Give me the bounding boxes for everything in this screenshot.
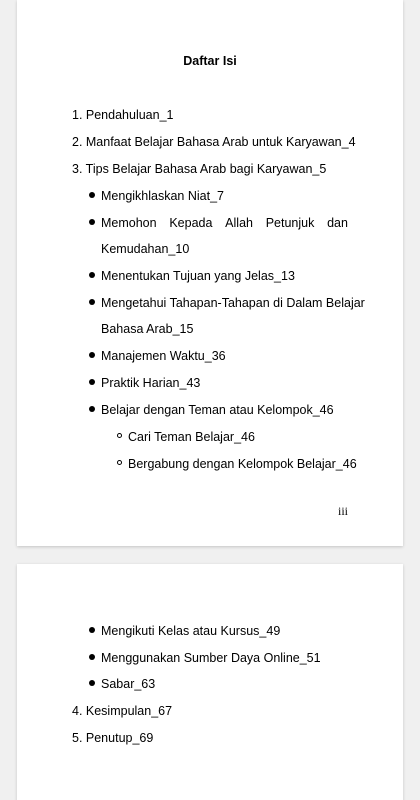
toc-word: dan <box>327 216 348 230</box>
toc-subitem-praktik: Praktik Harian_43 <box>101 376 201 390</box>
toc-subitem-tahapan-line2: Bahasa Arab_15 <box>101 322 194 336</box>
toc-item-manfaat: 2. Manfaat Belajar Bahasa Arab untuk Karyawan_4 <box>72 135 356 149</box>
bullet-icon <box>89 192 95 198</box>
toc-item-penutup: 5. Penutup_69 <box>72 731 154 745</box>
bullet-icon <box>89 379 95 385</box>
toc-subitem-memohon-line1 <box>101 215 348 231</box>
toc-subsubitem-cari-teman: Cari Teman Belajar_46 <box>128 430 255 444</box>
bullet-icon <box>89 299 95 305</box>
toc-subitem-waktu: Manajemen Waktu_36 <box>101 349 226 363</box>
toc-subitem-online: Menggunakan Sumber Daya Online_51 <box>101 651 321 665</box>
toc-item-pendahuluan: 1. Pendahuluan_1 <box>72 108 174 122</box>
bullet-icon <box>89 680 95 686</box>
toc-subitem-niat: Mengikhlaskan Niat_7 <box>101 189 224 203</box>
bullet-icon <box>89 352 95 358</box>
document-page-2 <box>17 564 403 800</box>
circle-bullet-icon <box>117 460 122 465</box>
bullet-icon <box>89 627 95 633</box>
toc-item-kesimpulan: 4. Kesimpulan_67 <box>72 704 173 718</box>
toc-subitem-kelas: Mengikuti Kelas atau Kursus_49 <box>101 624 281 638</box>
toc-subitem-tujuan: Menentukan Tujuan yang Jelas_13 <box>101 269 295 283</box>
toc-subsubitem-kelompok: Bergabung dengan Kelompok Belajar_46 <box>128 457 357 471</box>
toc-word: Petunjuk <box>265 216 315 230</box>
document-page-1 <box>17 0 403 546</box>
bullet-icon <box>89 654 95 660</box>
toc-subitem-teman: Belajar dengan Teman atau Kelompok_46 <box>101 403 334 417</box>
circle-bullet-icon <box>117 433 122 438</box>
toc-subitem-sabar: Sabar_63 <box>101 677 156 691</box>
toc-word: Kepada <box>169 216 213 230</box>
toc-word: Memohon <box>101 216 157 230</box>
toc-item-tips: 3. Tips Belajar Bahasa Arab bagi Karyawan_5 <box>72 162 327 176</box>
bullet-icon <box>89 219 95 225</box>
toc-word: Allah <box>225 216 253 230</box>
toc-subitem-memohon-line2: Kemudahan_10 <box>101 242 190 256</box>
page-number: iii <box>337 504 348 518</box>
bullet-icon <box>89 272 95 278</box>
toc-subitem-tahapan-line1: Mengetahui Tahapan-Tahapan di Dalam Belajar <box>101 296 365 310</box>
page-title: Daftar Isi <box>183 54 237 68</box>
bullet-icon <box>89 406 95 412</box>
